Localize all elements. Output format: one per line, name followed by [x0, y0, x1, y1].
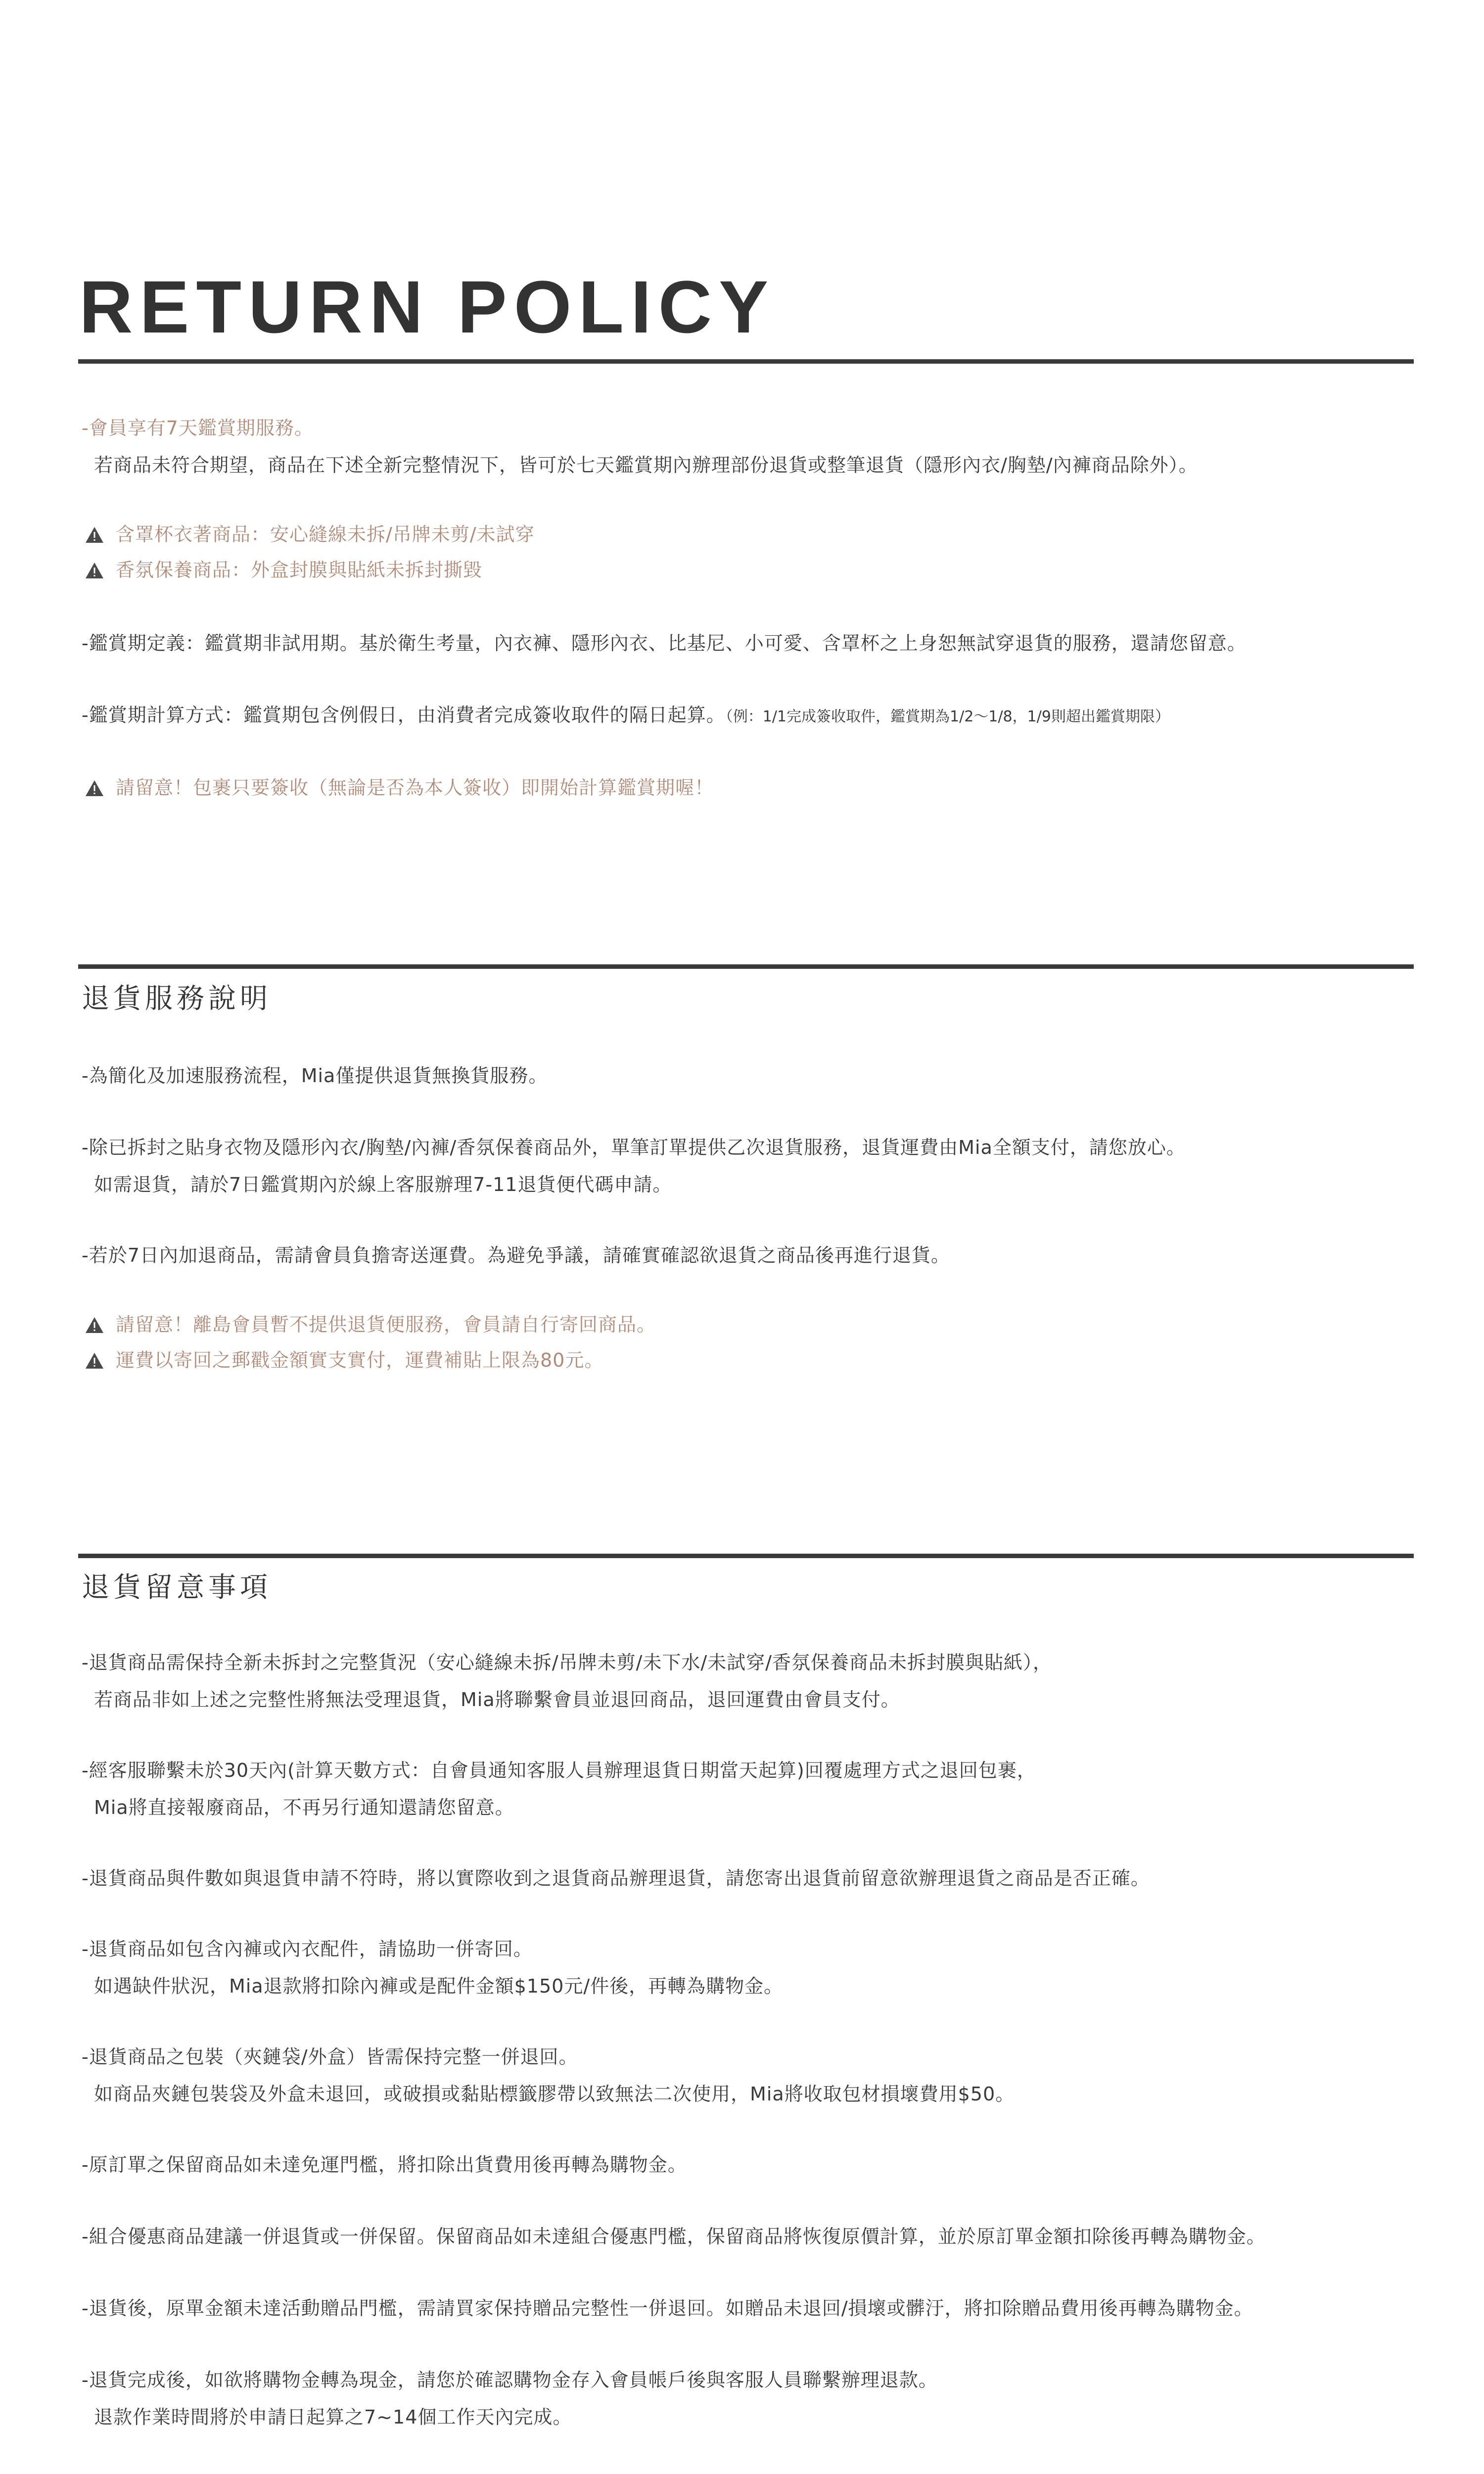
warning-item	[85, 559, 482, 582]
page-title: RETURN POLICY	[79, 265, 776, 348]
warning-text: 含罩杯衣著商品：安心縫線未拆/吊牌未剪/未試穿	[116, 523, 535, 545]
warning-triangle-icon	[85, 780, 104, 797]
warning-text: 運費以寄回之郵戳金額實支實付，運費補貼上限為80元。	[116, 1349, 604, 1371]
section-divider	[78, 964, 1414, 969]
notes-line: 若商品非如上述之完整性將無法受理退貨，Mia將聯繫會員並退回商品，退回運費由會員支付。	[94, 1689, 900, 1711]
notes-line: -退貨商品與件數如與退貨申請不符時，將以實際收到之退貨商品辦理退貨，請您寄出退貨前留意欲辦理退貨之商品是否正確。	[82, 1867, 1150, 1889]
notes-line: -退貨商品需保持全新未拆封之完整貨況（安心縫線未拆/吊牌未剪/未下水/未試穿/香氛保養商品未拆封膜與貼紙），	[82, 1652, 1052, 1673]
warning-text: 香氛保養商品：外盒封膜與貼紙未拆封撕毀	[116, 559, 483, 581]
title-divider	[78, 359, 1414, 364]
notes-line: 退款作業時間將於申請日起算之7~14個工作天內完成。	[94, 2406, 572, 2428]
warning-item	[85, 1349, 603, 1372]
notes-line: -退貨後，原單金額未達活動贈品門檻，需請買家保持贈品完整性一併退回。如贈品未退回/損壞或髒汙，將扣除贈品費用後再轉為購物金。	[82, 2297, 1253, 2319]
appreciation-definition: -鑑賞期定義：鑑賞期非試用期。基於衛生考量，內衣褲、隱形內衣、比基尼、小可愛、含罩杯之上身恕無試穿退貨的服務，還請您留意。	[82, 632, 1247, 654]
policy-intro: 若商品未符合期望，商品在下述全新完整情況下，皆可於七天鑑賞期內辦理部份退貨或整筆退貨（隱形內衣/胸墊/內褲商品除外）。	[94, 454, 1198, 476]
notes-line: 如遇缺件狀況，Mia退款將扣除內褲或是配件金額$150元/件後，再轉為購物金。	[94, 1975, 784, 1997]
warning-triangle-icon	[85, 526, 104, 543]
calculation-text: -鑑賞期計算方式：鑑賞期包含例假日，由消費者完成簽收取件的隔日起算。	[82, 704, 726, 726]
service-line: 如需退貨，請於7日鑑賞期內於線上客服辦理7-11退貨便代碼申請。	[94, 1174, 672, 1195]
section-divider	[78, 1554, 1414, 1558]
notes-line: -退貨商品如包含內褲或內衣配件，請協助一併寄回。	[82, 1938, 533, 1960]
warning-item	[85, 1314, 656, 1336]
notes-line: Mia將直接報廢商品，不再另行通知還請您留意。	[94, 1797, 514, 1818]
notes-line: -退貨商品之包裝（夾鏈袋/外盒）皆需保持完整一併退回。	[82, 2046, 578, 2068]
service-line: -除已拆封之貼身衣物及隱形內衣/胸墊/內褲/香氛保養商品外，單筆訂單提供乙次退貨服務，退貨運費由Mia全額支付，請您放心。	[82, 1137, 1186, 1158]
appreciation-calculation	[82, 704, 1170, 727]
warning-item	[85, 777, 714, 800]
notes-line: -組合優惠商品建議一併退貨或一併保留。保留商品如未達組合優惠門檻，保留商品將恢復原價計算，並於原訂單金額扣除後再轉為購物金。	[82, 2226, 1266, 2247]
warning-triangle-icon	[85, 1352, 104, 1369]
section-title-service: 退貨服務說明	[82, 983, 272, 1015]
section-title-notes: 退貨留意事項	[82, 1571, 272, 1604]
warning-triangle-icon	[85, 1317, 104, 1333]
notes-line: -退貨完成後，如欲將購物金轉為現金，請您於確認購物金存入會員帳戶後與客服人員聯繫辦理退款。	[82, 2369, 938, 2391]
member-service-line: -會員享有7天鑑賞期服務。	[82, 417, 314, 439]
warning-text: 請留意！包裹只要簽收（無論是否為本人簽收）即開始計算鑑賞期喔！	[116, 777, 714, 799]
warning-triangle-icon	[85, 562, 104, 579]
warning-text: 請留意！離島會員暫不提供退貨便服務，會員請自行寄回商品。	[116, 1314, 656, 1335]
calculation-example: （例：1/1完成簽收取件，鑑賞期為1/2～1/8，1/9則超出鑑賞期限）	[725, 708, 1170, 725]
notes-line: 如商品夾鏈包裝袋及外盒未退回，或破損或黏貼標籤膠帶以致無法二次使用，Mia將收取包材損壞費用$50。	[94, 2083, 1015, 2105]
notes-line: -原訂單之保留商品如未達免運門檻，將扣除出貨費用後再轉為購物金。	[82, 2154, 687, 2176]
warning-item	[85, 523, 535, 546]
service-line: -若於7日內加退商品，需請會員負擔寄送運費。為避免爭議，請確實確認欲退貨之商品後再進行退貨。	[82, 1244, 950, 1266]
service-line: -為簡化及加速服務流程，Mia僅提供退貨無換貨服務。	[82, 1065, 548, 1087]
notes-line: -經客服聯繫未於30天內(計算天數方式：自會員通知客服人員辦理退貨日期當天起算)回覆處理方式之退回包裹，	[82, 1760, 1036, 1781]
